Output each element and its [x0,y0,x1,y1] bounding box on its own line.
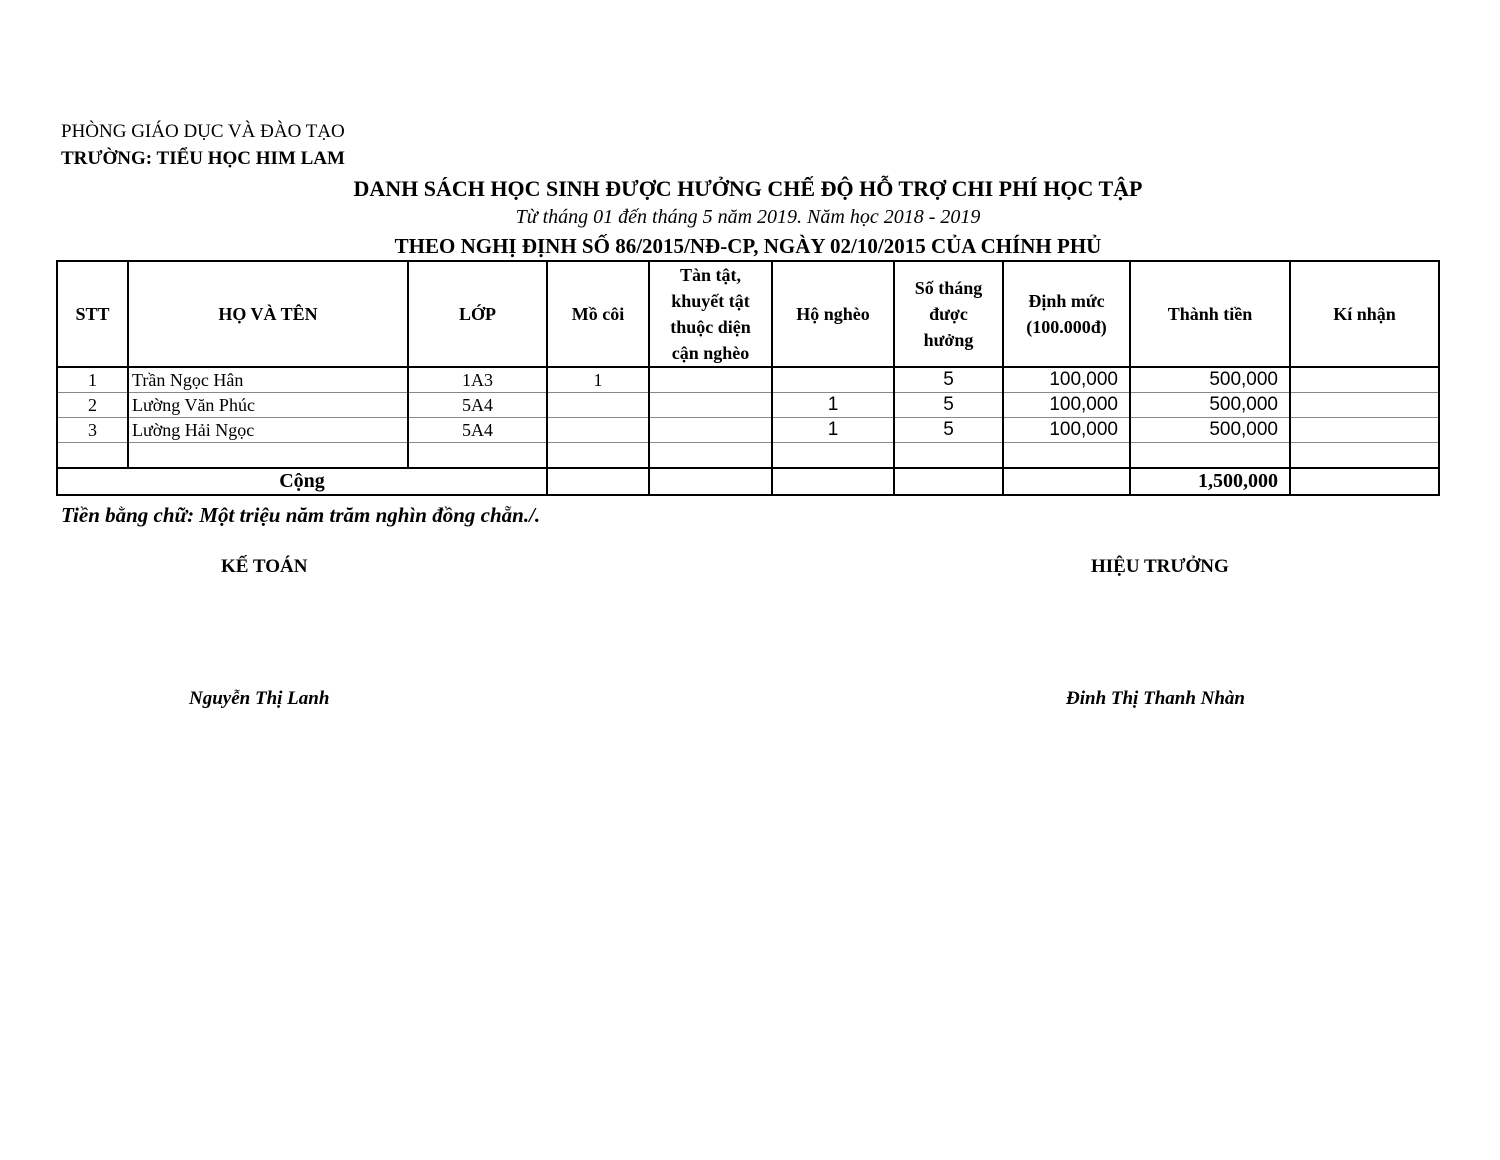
column-header-signature: Kí nhận [1290,261,1439,367]
department-name: PHÒNG GIÁO DỤC VÀ ĐÀO TẠO [61,121,345,142]
cell-name: Trần Ngọc Hân [128,367,408,393]
column-header-orphan: Mồ côi [547,261,649,367]
cell-months: 5 [894,393,1003,418]
cell-signature [1290,393,1439,418]
principal-title: HIỆU TRƯỞNG [1091,556,1229,577]
total-label: Cộng [57,468,547,495]
cell-empty [57,443,128,469]
cell-name: Lường Hải Ngọc [128,418,408,443]
document-decree: THEO NGHỊ ĐỊNH SỐ 86/2015/NĐ-CP, NGÀY 02/10/2015 CỦA CHÍNH PHỦ [394,234,1102,258]
column-header-disabled: Tàn tật, khuyết tật thuộc diện cận nghèo [649,261,772,367]
amount-in-words: Tiền bằng chữ: Một triệu năm trăm nghìn đồng chẵn./. [61,503,541,527]
cell-class: 5A4 [408,393,547,418]
cell-empty [128,443,408,469]
cell-poor [772,367,894,393]
cell-rate: 100,000 [1003,367,1130,393]
cell-stt: 2 [57,393,128,418]
accountant-title: KẾ TOÁN [221,556,308,577]
cell-empty [1003,443,1130,469]
cell-empty [894,468,1003,495]
cell-amount: 500,000 [1130,367,1290,393]
cell-amount: 500,000 [1130,418,1290,443]
column-header-months: Số tháng được hưởng [894,261,1003,367]
cell-signature [1290,367,1439,393]
table-row [57,418,1439,443]
column-header-class: LỚP [408,261,547,367]
table-header-row [57,261,1439,367]
cell-empty [1290,443,1439,469]
cell-rate: 100,000 [1003,418,1130,443]
cell-months: 5 [894,367,1003,393]
column-header-amount: Thành tiền [1130,261,1290,367]
cell-stt: 1 [57,367,128,393]
cell-empty [1290,468,1439,495]
table-row [57,393,1439,418]
cell-rate: 100,000 [1003,393,1130,418]
cell-empty [649,443,772,469]
cell-months: 5 [894,418,1003,443]
cell-orphan [547,418,649,443]
cell-amount: 500,000 [1130,393,1290,418]
accountant-name: Nguyễn Thị Lanh [189,688,330,709]
cell-stt: 3 [57,418,128,443]
cell-empty [1003,468,1130,495]
cell-disabled [649,367,772,393]
cell-empty [408,443,547,469]
cell-empty [547,443,649,469]
table-row-empty [57,443,1439,469]
cell-empty [894,443,1003,469]
cell-orphan [547,393,649,418]
student-support-table [56,260,1440,496]
cell-signature [1290,418,1439,443]
school-name: TRƯỜNG: TIỂU HỌC HIM LAM [61,148,345,169]
cell-orphan: 1 [547,367,649,393]
table-total-row [57,468,1439,495]
column-header-rate: Định mức (100.000đ) [1003,261,1130,367]
cell-class: 5A4 [408,418,547,443]
cell-empty [772,468,894,495]
cell-poor: 1 [772,418,894,443]
column-header-name: HỌ VÀ TÊN [128,261,408,367]
cell-class: 1A3 [408,367,547,393]
cell-disabled [649,393,772,418]
cell-disabled [649,418,772,443]
principal-name: Đinh Thị Thanh Nhàn [1066,688,1245,709]
column-header-poor-household: Hộ nghèo [772,261,894,367]
cell-name: Lường Văn Phúc [128,393,408,418]
table-row [57,367,1439,393]
total-amount: 1,500,000 [1130,468,1290,495]
document-period: Từ tháng 01 đến tháng 5 năm 2019. Năm học 2018 - 2019 [515,206,981,228]
cell-poor: 1 [772,393,894,418]
document-title: DANH SÁCH HỌC SINH ĐƯỢC HƯỞNG CHẾ ĐỘ HỖ TRỢ CHI PHÍ HỌC TẬP [353,176,1143,201]
cell-empty [1130,443,1290,469]
column-header-stt: STT [57,261,128,367]
cell-empty [649,468,772,495]
cell-empty [772,443,894,469]
cell-empty [547,468,649,495]
